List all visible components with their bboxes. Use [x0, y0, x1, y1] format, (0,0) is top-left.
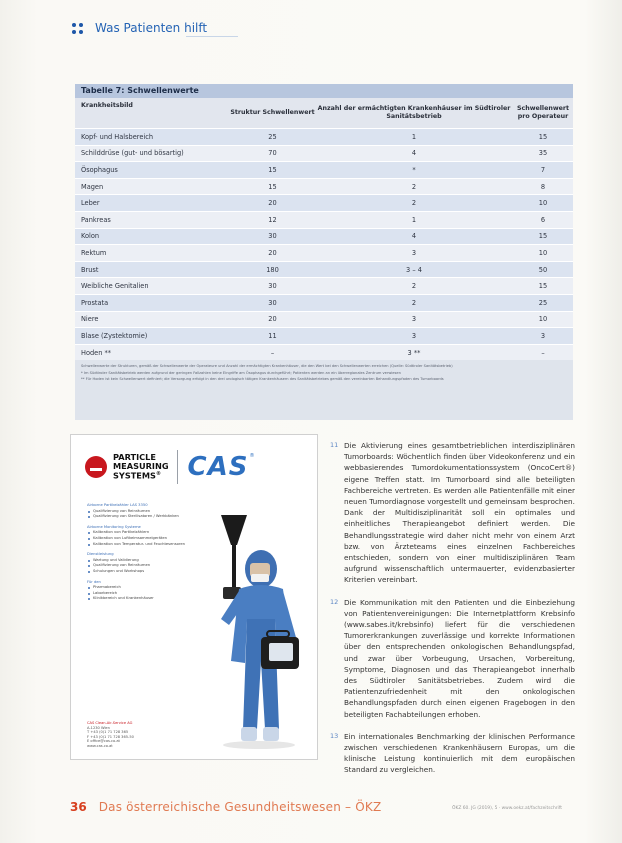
table-row: [75, 178, 573, 195]
table-cell: Magen: [81, 182, 104, 191]
table-cell: 10: [538, 199, 548, 208]
table-cell: 11: [268, 331, 277, 340]
ad-address-line: A-1230 Wien: [87, 725, 110, 730]
table-cell: 3 **: [407, 348, 421, 357]
paragraph-number: 12: [330, 597, 339, 606]
table-cell: 15: [538, 132, 548, 141]
table-cell: Ösophagus: [81, 165, 118, 174]
column-header: Struktur Schwellenwert: [230, 109, 315, 117]
ad-address-line: T +43 (0)1 71 728 365: [87, 730, 129, 735]
ad-address: [87, 721, 167, 749]
table-cell: Kopf- und Halsbereich: [81, 132, 154, 141]
table-cell: 1: [411, 132, 417, 141]
table-cell: 1: [411, 215, 417, 224]
numbered-paragraph: [330, 731, 575, 776]
ad-section-item: Wartung und Validierung: [87, 558, 187, 564]
table-cell: Weibliche Genitalien: [81, 282, 149, 291]
table-cell: Leber: [81, 199, 100, 208]
ad-section-item: Kalibration von Temperatur- und Feuchtesensoren: [87, 542, 187, 548]
advertisement[interactable]: [70, 434, 318, 760]
table-cell: 35: [538, 149, 548, 158]
table-cell: 20: [268, 315, 277, 324]
table-cell: Brust: [81, 265, 99, 274]
table-cell: 2: [411, 282, 417, 291]
column-header: Krankheitsbild: [81, 102, 133, 109]
paragraph-text: Ein internationales Benchmarking der klinischen Performance zwischen verschiedenen Krankenhäusern Europas, um die klinische Leistung kontinuierlich mit dem europäischen Standard zu vergleichen.: [344, 731, 575, 775]
paragraph-number: 11: [330, 441, 339, 449]
table-cell: 3: [411, 248, 417, 257]
table-notes: [75, 360, 573, 420]
table-cell: 30: [268, 298, 277, 307]
table-cell: 2: [411, 199, 417, 208]
threshold-table: [75, 84, 573, 420]
table-cell: Prostata: [81, 298, 109, 307]
ad-address-line[interactable]: www.cas.co.at: [87, 743, 113, 748]
table-cell: 3: [540, 331, 546, 340]
cas-logo: CAS: [187, 452, 249, 482]
table-row: [75, 161, 573, 178]
table-cell: 4: [411, 232, 417, 241]
ad-section-item: Schulungen und Workshops: [87, 569, 187, 575]
table-note: * Im Südtiroler Sanitätsbetrieb werden aufgrund der geringen Fallzahlen keine Eingriffe am Ösophagus durchgeführt; Patienten werden an ein überregionales Zentrum verwiesen: [81, 370, 401, 375]
table-cell: Kolon: [81, 232, 100, 241]
table-cell: 3: [411, 315, 417, 324]
table-cell: *: [412, 165, 416, 174]
table-cell: 15: [268, 182, 277, 191]
ad-section-item: Qualifizierung von Reinräumen: [87, 563, 187, 569]
table-cell: 180: [266, 265, 279, 274]
table-row: [75, 194, 573, 211]
table-cell: Niere: [81, 315, 99, 324]
table-cell: Blase (Zystektomie): [81, 331, 148, 340]
ad-section-item: Qualifizierung von Reinräumen: [87, 509, 187, 515]
ad-services-list: [87, 503, 187, 602]
table-cell: Pankreas: [81, 215, 111, 224]
table-cell: 15: [268, 165, 277, 174]
ad-address-line[interactable]: E office@cas.co.at: [87, 739, 120, 744]
table-cell: 20: [268, 199, 277, 208]
pms-line: [113, 470, 169, 480]
table-caption: [75, 84, 573, 98]
ad-address-line: CAS Clean-Air-Service AG: [87, 721, 133, 725]
ad-section-title: Dienstleistung: [87, 552, 114, 557]
table-row: [75, 228, 573, 245]
table-cell: 3: [411, 331, 417, 340]
table-cell: 30: [268, 232, 277, 241]
table-cell: –: [541, 348, 545, 357]
column-header: Schwellenwert pro Operateur: [516, 105, 570, 120]
publication-title: Das österreichische Gesundheitswesen – ÖKZ: [98, 800, 382, 814]
table-cell: 50: [538, 265, 548, 274]
table-cell: Rektum: [81, 248, 107, 257]
ad-logos: [85, 445, 305, 489]
pms-wordmark: [113, 453, 169, 481]
table-body: [75, 128, 573, 360]
pms-line-text: SYSTEMS: [113, 471, 156, 482]
table-row: [75, 311, 573, 328]
ad-section-title: Für den: [87, 579, 101, 584]
table-cell: 70: [268, 149, 277, 158]
section-header: [72, 18, 207, 38]
table-caption-title: Schwellenwerte: [124, 86, 199, 95]
table-header: [75, 98, 573, 128]
table-note: ** Für Hoden ist kein Schwellenwert definiert; die Versorgung erfolgt in den drei urologisch tätigen Krankenhäusern des Sanitätsbetriebes gemäß den vereinbarten Behandlungspfaden des Tumorboards: [81, 376, 444, 381]
table-note: Schwellenwerte der Strukturen, gemäß der Schwellenwerte der Operateure und Anzahl der ermächtigten Krankenhäuser, die den Wert bei den Schwellenwerten erreichen (Quelle: Südtiroler Sanitätsbetrieb): [81, 364, 453, 369]
numbered-paragraph: [330, 440, 575, 586]
ad-section-item: Qualifizierung von Sterilisatoren / Werkbänken: [87, 514, 187, 520]
table-cell: 20: [268, 248, 277, 257]
ad-section-item: Laborbereich: [87, 591, 187, 597]
table-row: [75, 145, 573, 162]
cleanroom-person-illustration: [199, 491, 309, 753]
table-row: [75, 344, 573, 361]
table-caption-prefix: Tabelle 7:: [81, 86, 125, 95]
cas-registered-mark: ®: [249, 453, 255, 459]
ad-section-item: Kalibration von Luftkeimsammelgeräten: [87, 536, 187, 542]
section-title: Was Patienten hilft: [95, 21, 208, 35]
column-header: Anzahl der ermächtigten Krankenhäuser im Südtiroler Sanitätsbetrieb: [317, 105, 511, 120]
numbered-paragraph: [330, 597, 575, 720]
table-cell: 4: [411, 149, 417, 158]
pms-line: MEASURING: [113, 460, 169, 471]
table-cell: 25: [538, 298, 548, 307]
table-cell: 2: [411, 182, 417, 191]
table-cell: 15: [538, 232, 548, 241]
table-cell: 6: [540, 215, 546, 224]
ad-address-line: F +43 (0)1 71 728 365-50: [87, 734, 134, 739]
table-cell: 3 – 4: [406, 265, 422, 274]
pms-logo-icon: [85, 456, 107, 478]
logo-divider: [177, 450, 178, 484]
table-cell: 8: [540, 182, 546, 191]
table-cell: 25: [268, 132, 277, 141]
table-row: [75, 211, 573, 228]
paragraph-number: 13: [330, 731, 339, 740]
table-row: [75, 294, 573, 311]
table-row: [75, 261, 573, 278]
pms-line: PARTICLE: [113, 452, 156, 463]
page-footer: [70, 800, 381, 814]
table-cell: 10: [538, 315, 548, 324]
ad-section-title: Airborne Partikelzähler LAS 3350: [87, 503, 148, 507]
ad-section-title: Airborne Monitoring Systeme: [87, 524, 141, 529]
table-row: [75, 244, 573, 261]
table-cell: 2: [411, 298, 417, 307]
ad-section-item: Kalibration von Partikelzählern: [87, 530, 187, 536]
table-cell: 12: [268, 215, 277, 224]
ad-section-item: Pharmabereich: [87, 585, 187, 591]
table-row: [75, 128, 573, 145]
table-row: [75, 277, 573, 294]
table-cell: Schilddrüse (gut- und bösartig): [81, 149, 184, 158]
header-rule: [186, 36, 238, 37]
table-cell: 10: [538, 248, 548, 257]
paragraph-text: Die Aktivierung eines gesamtbetrieblichen interdisziplinären Tumorboards: Wöchentlich finden über Videokonferenz und ein webbasierendes Tumordokumentationssystem (OncoCert®) eigene Treffen statt. Im Tumorboard sind alle beteiligten Fachbereiche vertreten. Es werden alle Patientenfälle mit einer neuen Tumordiagnose vorgestellt und gemeinsam besprochen. Dank der Multidisziplinarität soll ein optimales und einheitliches Therapieangebot definiert werden. Die Behandlungsstrategie wird daher nicht mehr von einem Arzt bzw. von Ärzteteams eines einzelnen Fachbereiches entschieden, sondern von einer multidisziplinären Team aufgrund wissenschaftlich untermauerter, evidenzbasierter Kriterien vereinbart.: [344, 441, 575, 585]
table-cell: 15: [538, 282, 548, 291]
table-cell: 7: [540, 165, 546, 174]
pms-trademark: ®: [155, 471, 161, 478]
body-text: [330, 440, 575, 787]
paragraph-text: Die Kommunikation mit den Patienten und die Einbeziehung von Patientenvereinigungen: Die Internetplattform Krebsinfo (www.sabes.it/krebsinfo) liefert für die verschiedenen Tumorerkrankungen zuverlässige und korrekte Informationen über den entsprechenden onkologischen Behandlungspfad, und zwar über Vorbeugung, Ursachen, Vorbereitung, Symptome, Diagnosen und das Therapieangebot innerhalb des Südtiroler Sanitätsbetriebes. Zudem wird die Patientenzufriedenheit mit den onkologischen Behandlungspfaden durch einen eigenen Fragebogen in den beteiligten Fachabteilungen erhoben.: [344, 597, 575, 719]
table-cell: –: [270, 348, 275, 357]
table-cell: Hoden **: [81, 348, 112, 357]
footer-citation: ÖKZ 60. JG (2019), 5 · www.oekz.at/fachzeitschrift: [452, 806, 562, 811]
ad-section-item: Klinikbereich und Krankenhäuser: [87, 596, 187, 602]
section-dots-icon: [72, 23, 83, 34]
table-row: [75, 327, 573, 344]
page-number: 36: [70, 800, 87, 814]
table-cell: 30: [268, 282, 277, 291]
